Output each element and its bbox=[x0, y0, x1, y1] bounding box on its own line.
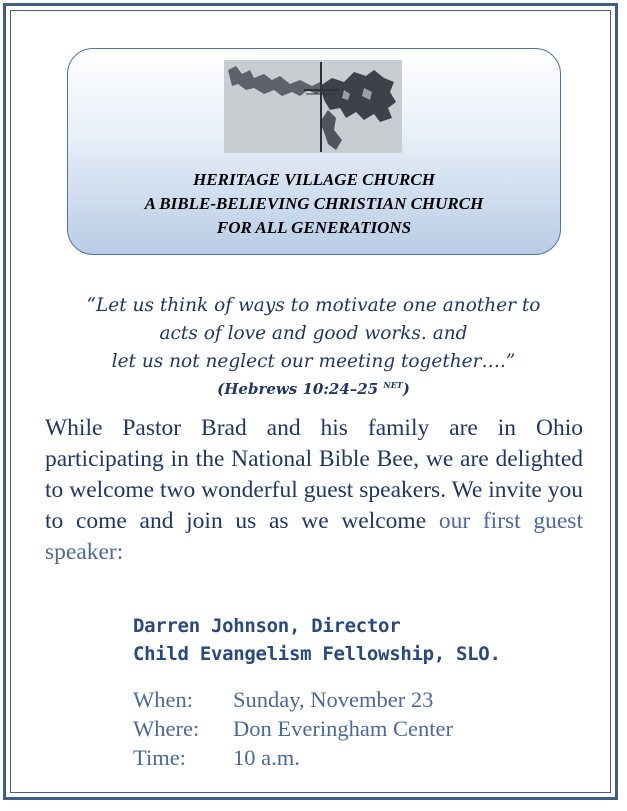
detail-value: Sunday, November 23 bbox=[233, 687, 434, 712]
detail-row-when bbox=[133, 685, 573, 714]
detail-row-where bbox=[133, 714, 573, 743]
announcement-text: While Pastor Brad and his family are in Ohio participating in the National Bible Bee, we are delighted to welcome two wonderful guest speakers. We invite you to come and join us as we welcome bbox=[45, 415, 583, 534]
scripture-quote bbox=[30, 292, 597, 376]
citation-version: NET bbox=[383, 380, 403, 390]
detail-label: Where: bbox=[133, 716, 200, 741]
speaker-block bbox=[133, 612, 593, 668]
announcement-highlight: our first guest speaker: bbox=[45, 508, 583, 565]
church-tagline-line: FOR ALL GENERATIONS bbox=[216, 218, 412, 237]
church-name-block bbox=[67, 168, 561, 240]
detail-label: When: bbox=[133, 687, 193, 712]
speaker-name: Darren Johnson, Director bbox=[133, 615, 401, 637]
speaker-organization: Child Evangelism Fellowship, SLO. bbox=[133, 643, 501, 665]
scripture-citation bbox=[30, 375, 597, 399]
detail-value: Don Everingham Center bbox=[233, 716, 453, 741]
event-details bbox=[133, 685, 573, 772]
detail-value: 10 a.m. bbox=[233, 745, 300, 770]
church-name-line: HERITAGE VILLAGE CHURCH bbox=[193, 170, 435, 189]
quote-line: “Let us think of ways to motivate one another to bbox=[86, 295, 541, 316]
quote-line: let us not neglect our meeting together….” bbox=[111, 351, 516, 372]
citation-reference: (Hebrews 10:24–25 bbox=[217, 380, 379, 398]
quote-line: acts of love and good works. and bbox=[159, 323, 468, 344]
announcement-paragraph bbox=[45, 413, 583, 568]
detail-label: Time: bbox=[133, 745, 186, 770]
church-steeple-and-map-icon bbox=[224, 60, 402, 153]
detail-row-time bbox=[133, 743, 573, 772]
church-tagline-line: A BIBLE-BELIEVING CHRISTIAN CHURCH bbox=[144, 194, 484, 213]
citation-close: ) bbox=[402, 380, 410, 398]
